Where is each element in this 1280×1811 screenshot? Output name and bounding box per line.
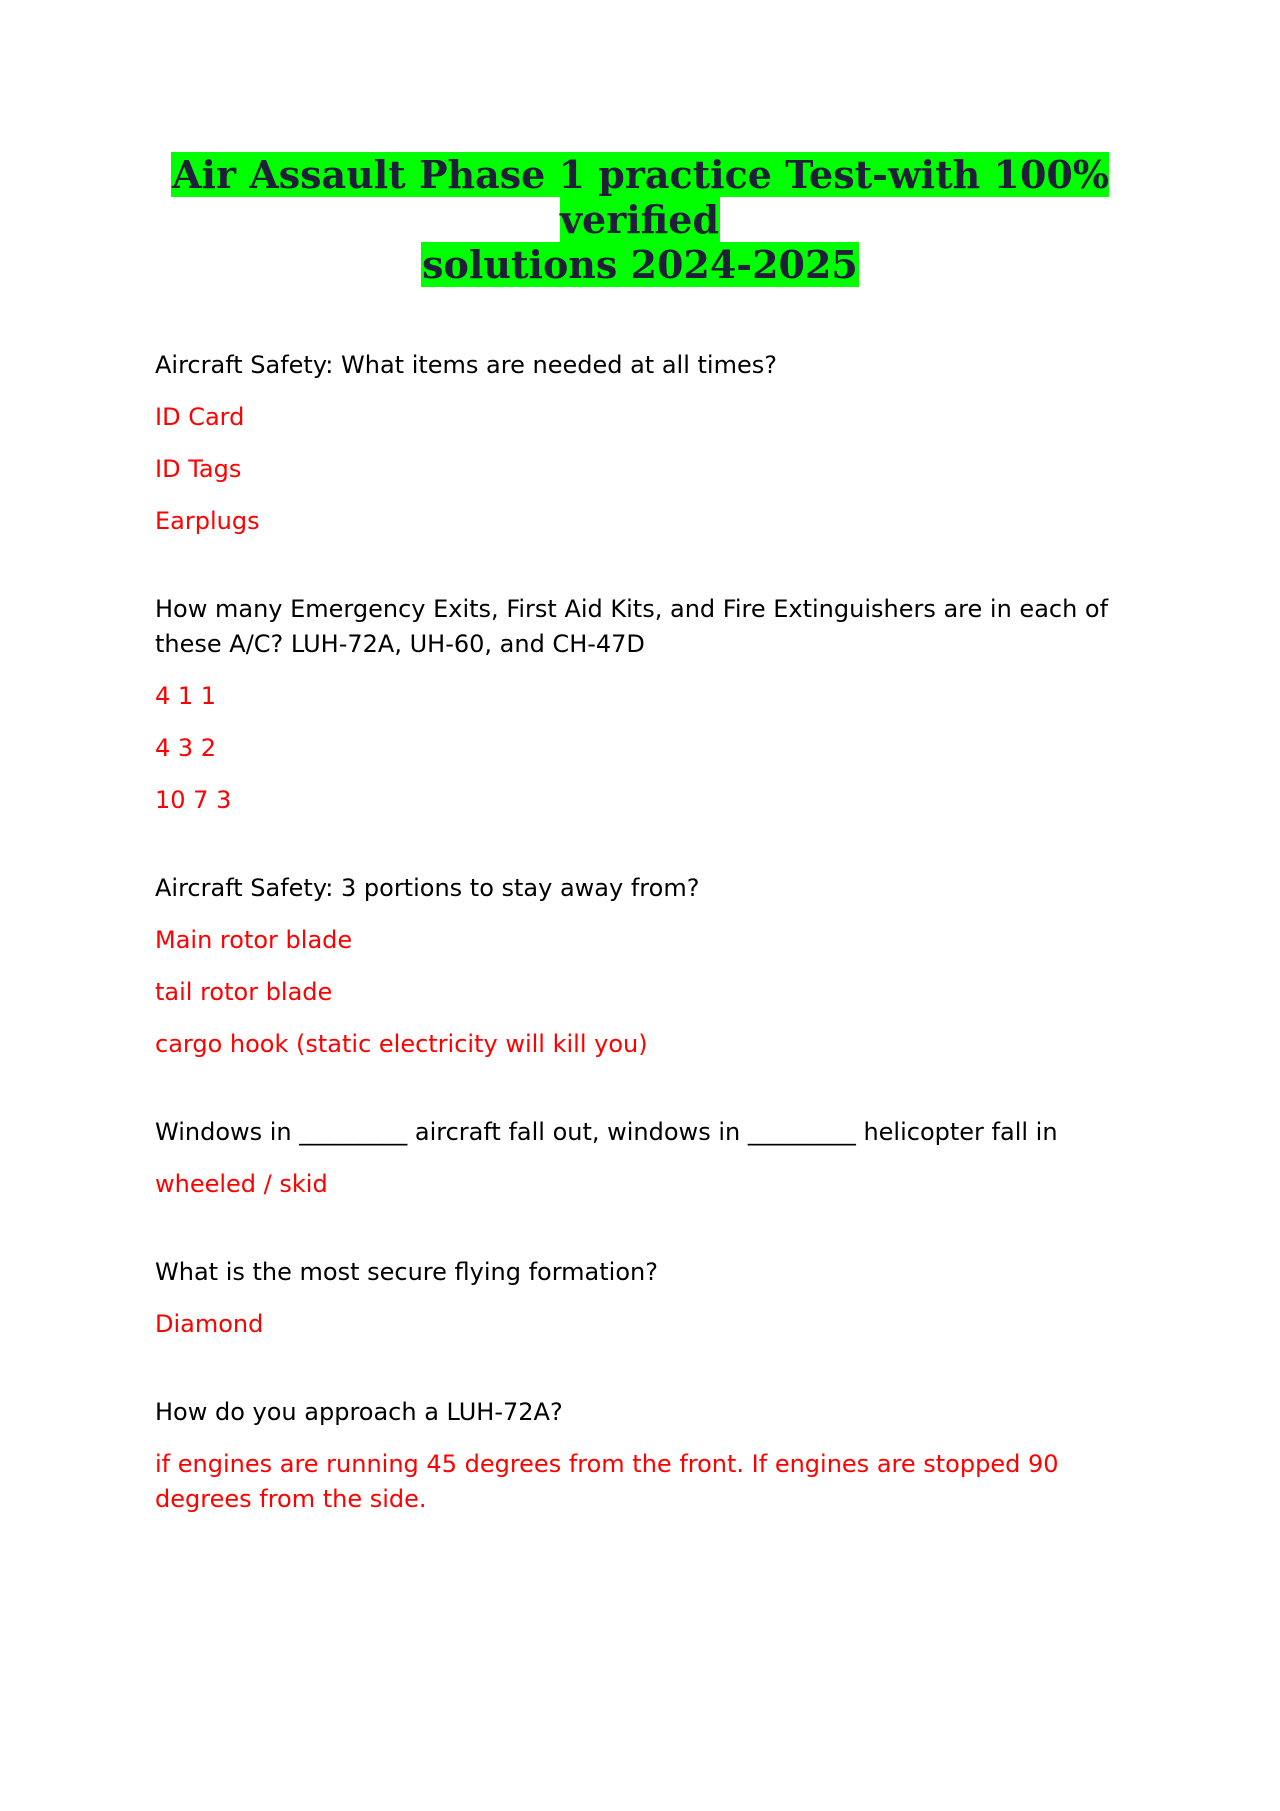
answer-text: ID Tags — [155, 455, 242, 483]
title-line-2: solutions 2024-2025 — [422, 242, 858, 287]
question-text: How many Emergency Exits, First Aid Kits, and Fire Extinguishers are in each of these A/C? LUH-72A, UH-60, and CH-47D — [155, 595, 1109, 658]
answer-text: 10 7 3 — [155, 786, 232, 814]
qa-item — [155, 1395, 1115, 1517]
answer-text: ID Card — [155, 403, 245, 431]
answer-text: tail rotor blade — [155, 978, 333, 1006]
qa-item — [155, 1255, 1115, 1342]
question-text: Aircraft Safety: What items are needed at all times? — [155, 351, 777, 379]
document-title — [155, 152, 1125, 287]
qa-list — [155, 348, 1115, 1534]
question-text: What is the most secure flying formation? — [155, 1258, 658, 1286]
qa-item — [155, 348, 1115, 539]
answer-text: Main rotor blade — [155, 926, 353, 954]
answer-text: wheeled / skid — [155, 1170, 328, 1198]
answer-text: Diamond — [155, 1310, 264, 1338]
title-line-1: Air Assault Phase 1 practice Test-with 100% verified — [172, 152, 1109, 242]
answer-text: 4 1 1 — [155, 682, 217, 710]
qa-item — [155, 592, 1115, 818]
answer-text: Earplugs — [155, 507, 260, 535]
answer-text: if engines are running 45 degrees from the front. If engines are stopped 90 degrees from the side. — [155, 1450, 1059, 1513]
answer-text: cargo hook (static electricity will kill you) — [155, 1030, 648, 1058]
answer-text: 4 3 2 — [155, 734, 217, 762]
question-text: Aircraft Safety: 3 portions to stay away from? — [155, 874, 700, 902]
qa-item — [155, 1115, 1115, 1202]
question-text: How do you approach a LUH-72A? — [155, 1398, 563, 1426]
qa-item — [155, 871, 1115, 1062]
question-text: Windows in _________ aircraft fall out, windows in _________ helicopter fall in — [155, 1118, 1058, 1146]
